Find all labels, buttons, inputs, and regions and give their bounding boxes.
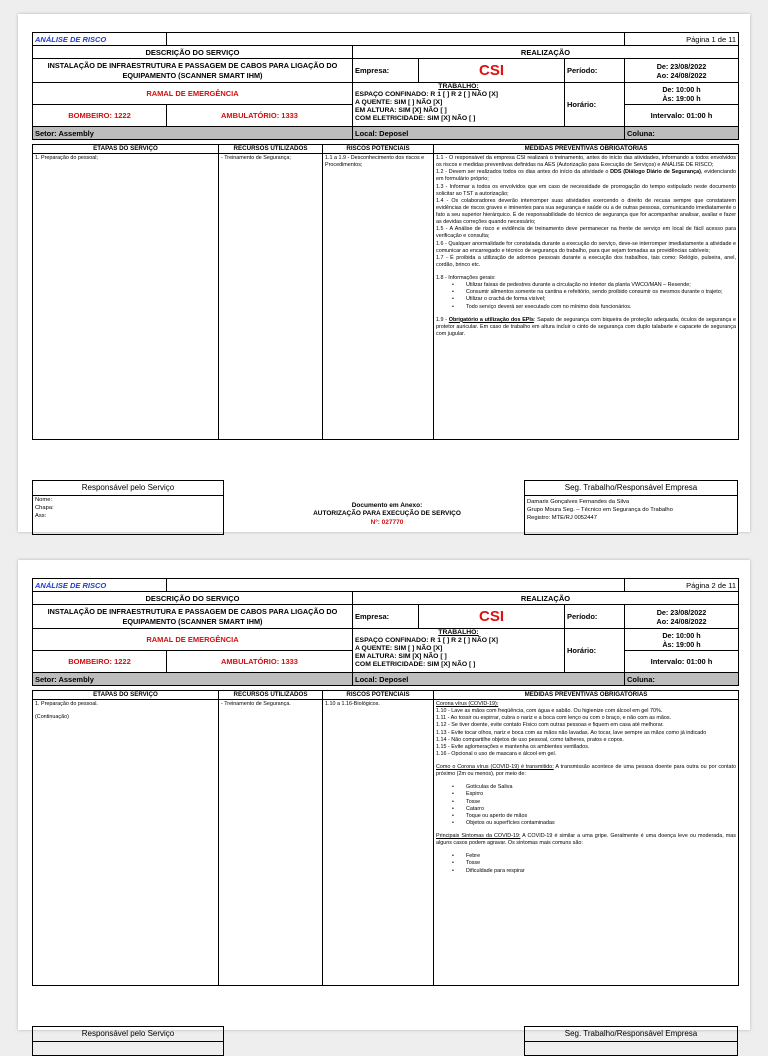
setor-field: Setor: Assembly (33, 127, 353, 140)
empresa-value: CSI (419, 605, 565, 629)
responsavel-servico-box: Responsável pelo Serviço (32, 1026, 224, 1056)
list-item: • Consumir alimentos somente na cantina e refeitório, sendo proibido consumir os mesmos durante o trajeto; (458, 289, 736, 296)
realizacao-heading: REALIZAÇÃO (353, 46, 739, 59)
risk-table (32, 144, 739, 440)
page-number: Página 2 de 11 (625, 579, 739, 592)
periodo-value: De: 23/08/2022 Ao: 24/08/2022 (625, 605, 739, 629)
bombeiro-phone: BOMBEIRO: 1222 (33, 651, 167, 673)
list-item: • Gotículas de Saliva (458, 784, 736, 791)
medidas-cell: Corona vírus (COVID-19): 1.10 - Lave as mãos com freqüência, com água e sabão. Ou higienize com álcool em gel 70%. 1.11 - Ao tossir ou espirrar, cubra o nariz e a boca com lenço ou com o braço, e não com as mãos. 1.12 - Se tiver doente, evite contato Físico com outras pessoas e fiquem em casa até melhorar. 1.13 - Evite tocar olhos, nariz e boca com as mãos não lavadas. Ao tocar, lave sempre as mãos como já indicado 1.14 - Não compartilhe objetos de uso pessoal, como talheres, pratos e copos. 1.15 - Evite aglomerações e mantenha os ambientes ventilados. 1.16 - Opcional o uso de mascara e álcool em gel. Como o Corona vírus (COVID-19) é transmitido: A transmissão acontece de uma pessoa doente para outra ou por contato próximo (2m ou menos), por meio de: • Gotículas de Saliva • Espirro • Tosse • Catarro • Toque ou aperto de mãos • Objetos ou superfícies contaminadas Principais Sintomas da COVID-19: A COVID-19 é similar a uma gripe. Geralmente é uma doença leve ou moderada, mas alguns casos podem agravar. Os sintomas mais comuns são: • Febre • Tosse • Dificuldade para respirar (434, 700, 739, 986)
ramal-emergencia: RAMAL DE EMERGÊNCIA (33, 83, 353, 105)
list-item: • Tosse (458, 799, 736, 806)
horario-label: Horário: (565, 629, 625, 673)
trabalho-conditions: TRABALHO: ESPAÇO CONFINADO: R 1 [ ] R 2 [ ] NÃO [X] A QUENTE: SIM [ ] NÃO [X] EM ALTURA: SIM [X] NÃO [ ] COM ELETRICIDADE: SIM [X] NÃO [ ] (353, 629, 565, 673)
risk-analysis-sheet (32, 578, 738, 1038)
ambulatorio-phone: AMBULATÓRIO: 1333 (167, 105, 353, 127)
list-item: • Toque ou aperto de mãos (458, 813, 736, 820)
periodo-label: Período: (565, 59, 625, 83)
intervalo-value: Intervalo: 01:00 h (625, 651, 739, 673)
document-page-1 (18, 14, 750, 532)
local-field: Local: Deposel (353, 673, 625, 686)
col-riscos: RISCOS POTENCIAIS (323, 145, 434, 154)
col-riscos: RISCOS POTENCIAIS (323, 691, 434, 700)
coluna-field: Coluna: (625, 127, 739, 140)
header-table (32, 32, 739, 140)
risk-table (32, 690, 739, 986)
local-field: Local: Deposel (353, 127, 625, 140)
intervalo-value: Intervalo: 01:00 h (625, 105, 739, 127)
document-title: ANÁLISE DE RISCO (33, 33, 167, 46)
ambulatorio-phone: AMBULATÓRIO: 1333 (167, 651, 353, 673)
risk-analysis-sheet (32, 32, 738, 526)
ramal-emergencia: RAMAL DE EMERGÊNCIA (33, 629, 353, 651)
anexo-info: Documento em Anexo: AUTORIZAÇÃO PARA EXECUÇÃO DE SERVIÇO Nº: 027770 (313, 502, 461, 526)
responsavel-servico-box: Responsável pelo Serviço Nome: Chapa: Ass: (32, 480, 224, 535)
document-title: ANÁLISE DE RISCO (33, 579, 167, 592)
recurso-cell: - Treinamento de Segurança; (219, 154, 323, 440)
horario-label: Horário: (565, 83, 625, 127)
col-etapas: ETAPAS DO SERVIÇO (33, 145, 219, 154)
descricao-heading: DESCRIÇÃO DO SERVIÇO (33, 592, 353, 605)
list-item: • Catarro (458, 806, 736, 813)
bombeiro-phone: BOMBEIRO: 1222 (33, 105, 167, 127)
etapa-cell: 1. Preparação do pessoal. (Continuação) (33, 700, 219, 986)
risco-cell: 1.1 a 1.9 - Desconhecimento dos riscos e Procedimentos; (323, 154, 434, 440)
list-item: • Tosse (458, 860, 736, 867)
signature-footer (32, 480, 738, 536)
transmissao-list (458, 784, 736, 827)
list-item: • Febre (458, 853, 736, 860)
empresa-label: Empresa: (353, 605, 419, 629)
realizacao-heading: REALIZAÇÃO (353, 592, 739, 605)
horario-value: De: 10:00 h Às: 19:00 h (625, 629, 739, 651)
informacoes-gerais-list (458, 282, 736, 311)
seg-trabalho-box: Seg. Trabalho/Responsável Empresa Damaris Gonçalves Fernandes da Silva Grupo Moura Seg. – Técnico em Segurança do Trabalho Registro: MTE/RJ 0052447 (524, 480, 738, 535)
page-number: Página 1 de 11 (625, 33, 739, 46)
service-description: INSTALAÇÃO DE INFRAESTRUTURA E PASSAGEM DE CABOS PARA LIGAÇÃO DO EQUIPAMENTO (SCANNER SMART IHM) (33, 605, 353, 629)
empresa-value: CSI (419, 59, 565, 83)
medidas-cell: 1.1 - O responsável da empresa CSI realizará o treinamento, antes do início das atividades, informando a todos envolvidos os riscos e medidas preventivas definidas na AES (Autorização para Execução de Serviços) e ANÁLISE DE RISCO; 1.2 - Devem ser realizados todos os dias antes do início da atividade o DDS (Diálogo Diário de Segurança), evidenciando em formulário próprio; 1.3 - Informar a todos os envolvidos que em caso de necessidade de prorrogação do tempo estipulado neste documento solicitar ao TST a autorização; 1.4 - Os colaboradores deverão interromper suas atividades exercendo o direito de recusa sempre que constatarem evidências de riscos graves e iminentes para sua segurança e saúde ou a de outras pessoas, comunicando imediatamente o fato a seu superior hierárquico. É de responsabilidade do técnico de segurança que for acompanhar analisar, avaliar e fazer as devidas correções quando necessário; 1.5 - A Análise de risco e evidência de treinamento deve permanecer na frente de serviço em local de fácil acesso para verificação e consulta; 1.6 - Qualquer anormalidade for constatada durante a execução do serviço, deve-se interromper imediatamente a atividade e comunicar ao encarregado e técnico de segurança do trabalho, para que sejam tomadas as providências cabíveis; 1.7 - É proibida a utilização de adornos pessoais durante a execução dos trabalhos, tais como: Relógio, pulseira, anel, cordão, brinco etc. 1.8 - Informações gerais: • Utilizar faixas de pedestres durante a circulação no interior da planta VWCO/MAN – Resende; • Consumir alimentos somente na cantina e refeitório, sendo proibido consumir os mesmos durante o trajeto; • Utilizar o crachá de forma visível; • Todo serviço deverá ser executado com no mínimo dois funcionários. 1.9 - Obrigatório a utilização dos EPIs: Sapato de segurança com biqueira de proteção adequada, óculos de segurança e protetor auricular. Em caso de trabalho em altura incluir o cinto de segurança com duplo talabarte e capacete de segurança com jugular. (434, 154, 739, 440)
recurso-cell: - Treinamento de Segurança. (219, 700, 323, 986)
periodo-value: De: 23/08/2022 Ao: 24/08/2022 (625, 59, 739, 83)
descricao-heading: DESCRIÇÃO DO SERVIÇO (33, 46, 353, 59)
list-item: • Espirro (458, 791, 736, 798)
col-recursos: RECURSOS UTILIZADOS (219, 691, 323, 700)
col-recursos: RECURSOS UTILIZADOS (219, 145, 323, 154)
horario-value: De: 10:00 h Às: 19:00 h (625, 83, 739, 105)
risco-cell: 1.10 a 1.16-Biológicos. (323, 700, 434, 986)
list-item: • Utilizar faixas de pedestres durante a circulação no interior da planta VWCO/MAN – Resende; (458, 282, 736, 289)
list-item: • Todo serviço deverá ser executado com no mínimo dois funcionários. (458, 304, 736, 311)
signature-footer (32, 1026, 738, 1046)
header-table (32, 578, 739, 686)
trabalho-conditions: TRABALHO: ESPAÇO CONFINADO: R 1 [ ] R 2 [ ] NÃO [X] A QUENTE: SIM [ ] NÃO [X] EM ALTURA: SIM [X] NÃO [ ] COM ELETRICIDADE: SIM [X] NÃO [ ] (353, 83, 565, 127)
seg-trabalho-box: Seg. Trabalho/Responsável Empresa (524, 1026, 738, 1056)
list-item: • Dificuldade para respirar (458, 868, 736, 875)
col-etapas: ETAPAS DO SERVIÇO (33, 691, 219, 700)
periodo-label: Período: (565, 605, 625, 629)
coluna-field: Coluna: (625, 673, 739, 686)
document-page-2 (18, 560, 750, 1038)
col-medidas: MEDIDAS PREVENTIVAS OBRIGATÓRIAS (434, 691, 739, 700)
sintomas-list (458, 853, 736, 874)
col-medidas: MEDIDAS PREVENTIVAS OBRIGATÓRIAS (434, 145, 739, 154)
service-description: INSTALAÇÃO DE INFRAESTRUTURA E PASSAGEM DE CABOS PARA LIGAÇÃO DO EQUIPAMENTO (SCANNER SMART IHM) (33, 59, 353, 83)
empresa-label: Empresa: (353, 59, 419, 83)
etapa-cell: 1. Preparação do pessoal; (33, 154, 219, 440)
setor-field: Setor: Assembly (33, 673, 353, 686)
list-item: • Objetos ou superfícies contaminadas (458, 820, 736, 827)
list-item: • Utilizar o crachá de forma visível; (458, 296, 736, 303)
